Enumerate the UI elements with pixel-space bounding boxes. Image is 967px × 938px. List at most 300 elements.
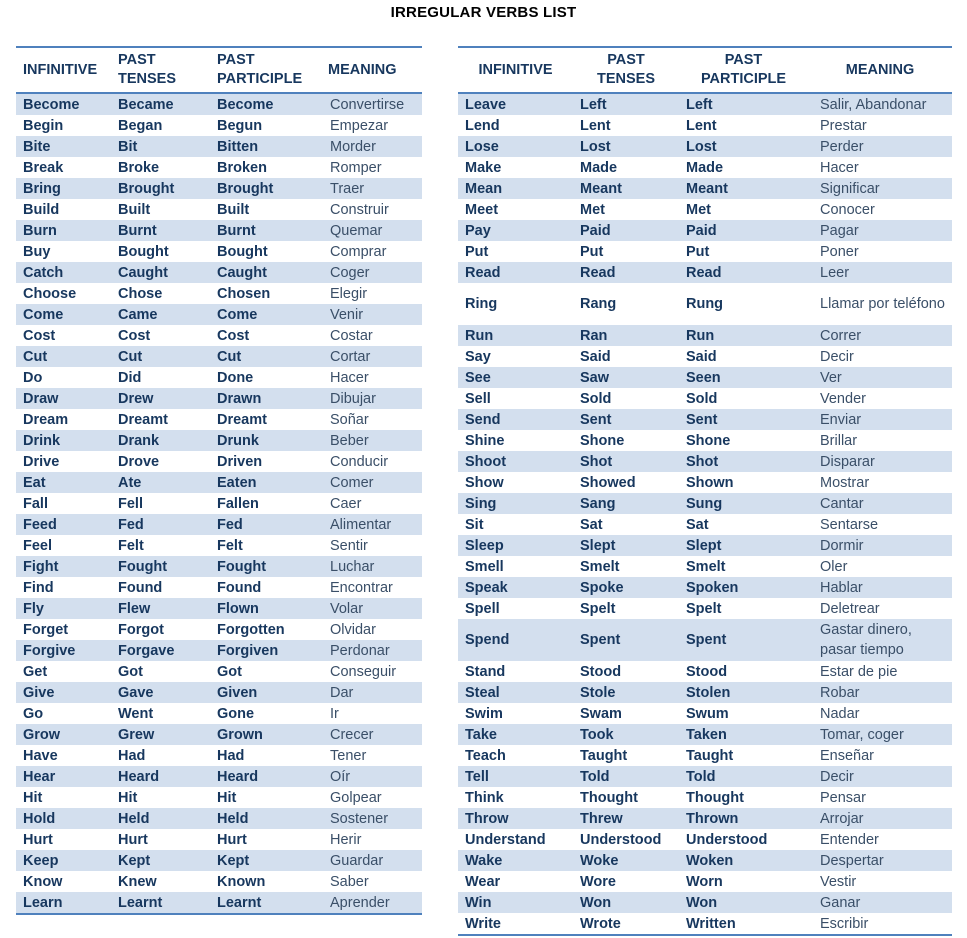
meaning-cell: Dormir [808,535,952,556]
table-row [458,766,952,787]
past-participle-cell: Drawn [210,388,318,409]
past-tense-cell: Forgave [111,640,210,661]
past-tense-cell: Ran [573,325,679,346]
table-row [458,514,952,535]
table-row [16,556,422,577]
table-row [458,724,952,745]
infinitive-cell: Lend [465,117,500,134]
table-row [458,472,952,493]
past-participle-cell: Dreamt [217,411,267,428]
meaning-cell: Poner [820,243,859,260]
infinitive-cell: Sing [458,493,573,514]
meaning-cell: Dibujar [318,388,422,409]
past-tense-cell: Forgot [118,621,164,638]
infinitive-cell: Win [458,892,573,913]
past-tense-cell: Stood [580,663,622,680]
past-participle-cell: Gone [217,705,255,722]
past-tense-cell: Lost [573,136,679,157]
meaning-cell: Cantar [808,493,952,514]
table-row [16,220,422,241]
meaning-cell: Elegir [330,285,368,302]
past-participle-cell: Told [679,766,808,787]
table-row [16,514,422,535]
table-row [458,115,952,136]
meaning-cell: Comprar [330,243,387,260]
meaning-cell: Traer [318,178,422,199]
infinitive-cell: Forgive [16,640,111,661]
infinitive-cell: Stand [465,663,506,680]
table-row [16,367,422,388]
table-row [16,199,422,220]
past-tense-cell: Paid [573,220,679,241]
past-tense-cell: Slept [573,535,679,556]
past-tense-cell: Threw [573,808,679,829]
infinitive-cell: Learn [16,892,111,914]
meaning-cell: Pagar [808,220,952,241]
table-row [16,346,422,367]
past-participle-cell: Understood [686,831,768,848]
past-participle-cell: Spoken [679,577,808,598]
past-tense-cell: Drank [111,430,210,451]
meaning-cell: Enseñar [820,747,875,764]
past-tense-cell: Caught [111,262,210,283]
meaning-cell: Decir [820,348,854,365]
infinitive-cell: Bring [16,178,111,199]
meaning-cell: Coger [318,262,422,283]
past-participle-cell: Sold [686,390,718,407]
past-tense-cell: Understood [580,831,662,848]
past-tense-cell: Grew [111,724,210,745]
infinitive-cell: Lose [458,136,573,157]
table-row [458,682,952,703]
meaning-cell: Prestar [820,117,867,134]
past-tense-cell: Heard [111,766,210,787]
table-row [16,724,422,745]
meaning-cell: Correr [808,325,952,346]
past-tense-cell: Came [111,304,210,325]
past-participle-cell: Forgiven [210,640,318,661]
meaning-cell: Crecer [318,724,422,745]
infinitive-cell: Spell [465,600,500,617]
infinitive-cell: Sleep [458,535,573,556]
past-participle-cell: Known [217,873,266,890]
past-tense-cell: Found [118,579,163,596]
infinitive-cell: Go [23,705,44,722]
past-tense-cell: Began [118,117,163,134]
meaning-cell: Encontrar [330,579,393,596]
table-row [458,451,952,472]
past-tense-cell: Swam [580,705,622,722]
infinitive-cell: Feed [16,514,111,535]
infinitive-cell: Break [23,159,64,176]
page-title: IRREGULAR VERBS LIST [390,4,577,21]
past-tense-cell: Hurt [118,831,148,848]
meaning-cell: Brillar [820,432,858,449]
past-tense-cell: Shot [573,451,679,472]
meaning-cell: Guardar [318,850,422,871]
infinitive-cell: Burn [16,220,111,241]
table-row [458,913,952,935]
meaning-cell: Deletrear [820,600,880,617]
past-participle-cell: Rung [686,296,724,312]
meaning-cell: Romper [330,159,382,176]
meaning-cell: Perdonar [318,640,422,661]
infinitive-cell: Speak [458,577,573,598]
table-row [458,493,952,514]
table-row [16,409,422,430]
infinitive-cell: Shoot [458,451,573,472]
past-tense-cell: Spent [573,619,679,661]
past-tense-cell: Wore [580,873,616,890]
table-row [16,304,422,325]
infinitive-cell: Spend [458,619,573,661]
past-participle-cell: Forgotten [217,621,285,638]
past-participle-cell: Said [686,348,717,365]
table-row [16,682,422,703]
infinitive-cell: Drink [16,430,111,451]
past-tense-cell: Felt [118,537,144,554]
infinitive-cell: Do [23,369,43,386]
table-row [16,493,422,514]
infinitive-cell: Run [458,325,573,346]
meaning-cell: Conducir [330,453,389,470]
table-row [458,367,952,388]
table-row [458,598,952,619]
infinitive-cell: Choose [23,285,77,302]
table-row [458,283,952,325]
meaning-cell: Saber [330,873,369,890]
meaning-cell: Gastar dinero, pasar tiempo [808,619,952,661]
past-tense-cell: Told [573,766,679,787]
infinitive-cell: Mean [458,178,573,199]
table-row [16,136,422,157]
meaning-cell: Soñar [330,411,369,428]
meaning-cell: Pensar [820,789,866,806]
header-infinitive: INFINITIVE [458,47,573,93]
meaning-cell: Sentarse [820,516,879,533]
table-row [16,451,422,472]
infinitive-cell: Say [465,348,491,365]
past-participle-cell: Begun [217,117,263,134]
meaning-cell: Llamar por teléfono [820,296,945,312]
past-participle-cell: Eaten [210,472,318,493]
meaning-cell: Convertirse [318,93,422,115]
table-row [458,661,952,682]
header-meaning: MEANING [318,47,422,93]
past-tense-cell: Dreamt [118,411,168,428]
past-participle-cell: Fought [210,556,318,577]
past-participle-cell: Swum [686,705,729,722]
past-tense-cell: Flew [111,598,210,619]
past-tense-cell: Read [573,262,679,283]
past-tense-cell: Sang [573,493,679,514]
meaning-cell: Olvidar [330,621,376,638]
table-row [16,745,422,766]
meaning-cell: Tener [330,747,367,764]
table-row [458,829,952,850]
table-row [458,850,952,871]
meaning-cell: Oler [820,558,848,575]
infinitive-cell: Cut [16,346,111,367]
past-participle-cell: Written [686,915,736,932]
past-participle-cell: Learnt [210,892,318,914]
meaning-cell: Costar [330,327,373,344]
table-row [16,283,422,304]
past-participle-cell: Cost [217,327,250,344]
past-participle-cell: Stolen [679,682,808,703]
past-participle-cell: Drunk [210,430,318,451]
table-row [458,871,952,892]
meaning-cell: Enviar [808,409,952,430]
table-row [16,115,422,136]
meaning-cell: Beber [318,430,422,451]
past-tense-cell: Took [573,724,679,745]
infinitive-cell: Drive [23,453,60,470]
table-row [16,93,422,115]
meaning-cell: Herir [330,831,362,848]
table-header-row [458,47,952,93]
infinitive-cell: Wear [465,873,501,890]
header-past-tenses: PAST TENSES [573,47,679,93]
infinitive-cell: Hold [16,808,111,829]
meaning-cell: Dar [318,682,422,703]
past-participle-cell: Taken [679,724,808,745]
table-row [16,262,422,283]
infinitive-cell: Catch [16,262,111,283]
past-participle-cell: Broken [217,159,267,176]
table-row [458,703,952,724]
meaning-cell: Sostener [318,808,422,829]
past-participle-cell: Shone [686,432,731,449]
meaning-cell: Hablar [808,577,952,598]
infinitive-cell: Eat [16,472,111,493]
table-row [458,346,952,367]
meaning-cell: Ganar [808,892,952,913]
past-tense-cell: Stole [573,682,679,703]
meaning-cell: Despertar [808,850,952,871]
infinitive-cell: Know [23,873,63,890]
past-tense-cell: Sold [580,390,612,407]
table-row [16,472,422,493]
past-tense-cell: Taught [580,747,628,764]
past-participle-cell: Chosen [217,285,271,302]
infinitive-cell: Grow [16,724,111,745]
infinitive-cell: Fight [16,556,111,577]
meaning-cell: Nadar [820,705,860,722]
table-row [16,850,422,871]
verbs-table-left-body [16,93,422,914]
meaning-cell: Leer [808,262,952,283]
past-participle-cell: Lent [686,117,717,134]
infinitive-cell: Read [458,262,573,283]
table-row [458,430,952,451]
infinitive-cell: Teach [465,747,506,764]
past-participle-cell: Bought [217,243,268,260]
past-participle-cell: Fallen [217,495,259,512]
past-tense-cell: Fought [111,556,210,577]
past-tense-cell: Broke [118,159,160,176]
infinitive-cell: Find [23,579,54,596]
past-participle-cell: Found [217,579,262,596]
table-row [458,556,952,577]
past-participle-cell: Worn [686,873,723,890]
infinitive-cell: Write [465,915,501,932]
infinitive-cell: Ring [465,296,498,312]
infinitive-cell: Leave [458,93,573,115]
table-row [458,388,952,409]
past-participle-cell: Put [686,243,710,260]
header-past-participle: PAST PARTICIPLE [210,47,318,93]
infinitive-cell: Dream [23,411,69,428]
past-tense-cell: Fed [111,514,210,535]
past-participle-cell: Won [679,892,808,913]
meaning-cell: Venir [318,304,422,325]
past-participle-cell: Fed [210,514,318,535]
meaning-cell: Aprender [318,892,422,914]
past-participle-cell: Got [217,663,242,680]
past-tense-cell: Met [580,201,605,218]
table-row [16,388,422,409]
past-participle-cell: Lost [679,136,808,157]
table-row [458,535,952,556]
past-tense-cell: Built [118,201,151,218]
infinitive-cell: Sell [465,390,491,407]
past-tense-cell: Smelt [580,558,620,575]
past-tense-cell: Spelt [580,600,616,617]
table-row [16,640,422,661]
meaning-cell: Cortar [318,346,422,367]
table-row [16,703,422,724]
table-row [16,430,422,451]
header-past-tenses: PAST TENSES [111,47,210,93]
past-tense-cell: Got [118,663,143,680]
infinitive-cell: Hear [16,766,111,787]
past-tense-cell: Fell [118,495,143,512]
meaning-cell: Conseguir [330,663,397,680]
past-participle-cell: Bitten [210,136,318,157]
past-participle-cell: Held [210,808,318,829]
meaning-cell: Entender [820,831,879,848]
past-participle-cell: Burnt [210,220,318,241]
past-participle-cell: Left [679,93,808,115]
infinitive-cell: Sit [465,516,484,533]
header-meaning: MEANING [808,47,952,93]
past-participle-cell: Hurt [217,831,247,848]
meaning-cell: Mostrar [820,474,870,491]
infinitive-cell: Hurt [23,831,53,848]
meaning-cell: Hacer [330,369,369,386]
table-row [16,892,422,914]
infinitive-cell: Pay [458,220,573,241]
meaning-cell: Alimentar [318,514,422,535]
past-participle-cell: Heard [210,766,318,787]
table-row [458,409,952,430]
past-participle-cell: Made [686,159,724,176]
infinitive-cell: Throw [458,808,573,829]
infinitive-cell: Fall [23,495,48,512]
verbs-table-right [458,46,952,936]
table-row [458,808,952,829]
meaning-cell: Significar [808,178,952,199]
meaning-cell: Caer [330,495,362,512]
past-participle-cell: Grown [210,724,318,745]
past-tense-cell: Held [111,808,210,829]
past-participle-cell: Kept [210,850,318,871]
meaning-cell: Estar de pie [820,663,898,680]
table-row [458,325,952,346]
past-participle-cell: Paid [679,220,808,241]
table-row [458,787,952,808]
meaning-cell: Decir [808,766,952,787]
past-tense-cell: Gave [111,682,210,703]
past-participle-cell: Cut [210,346,318,367]
past-tense-cell: Meant [573,178,679,199]
meaning-cell: Perder [808,136,952,157]
past-participle-cell: Sat [686,516,709,533]
past-tense-cell: Made [580,159,618,176]
infinitive-cell: Begin [23,117,64,134]
past-participle-cell: Woken [679,850,808,871]
past-tense-cell: Lent [580,117,611,134]
past-participle-cell: Meant [679,178,808,199]
past-tense-cell: Drew [111,388,210,409]
past-participle-cell: Hit [217,789,237,806]
past-participle-cell: Had [217,747,245,764]
infinitive-cell: Tell [458,766,573,787]
meaning-cell: Hacer [820,159,859,176]
header-past-participle: PAST PARTICIPLE [679,47,808,93]
past-tense-cell: Brought [111,178,210,199]
meaning-cell: Arrojar [808,808,952,829]
meaning-cell: Oír [318,766,422,787]
table-row [458,178,952,199]
past-tense-cell: Sat [580,516,603,533]
past-participle-cell: Driven [217,453,263,470]
past-participle-cell: Become [210,93,318,115]
past-tense-cell: Ate [111,472,210,493]
table-row [16,325,422,346]
table-row [16,661,422,682]
meaning-cell: Golpear [330,789,382,806]
table-row [16,157,422,178]
past-participle-cell: Sung [679,493,808,514]
meaning-cell: Ir [330,705,339,722]
past-participle-cell: Smelt [686,558,726,575]
past-participle-cell: Shown [686,474,734,491]
table-row [16,829,422,850]
past-participle-cell: Built [217,201,250,218]
past-participle-cell: Felt [217,537,243,554]
table-row [458,136,952,157]
infinitive-cell: Send [458,409,573,430]
infinitive-cell: Shine [465,432,505,449]
infinitive-cell: Bite [16,136,111,157]
past-tense-cell: Did [118,369,142,386]
past-tense-cell: Showed [580,474,636,491]
past-tense-cell: Went [118,705,154,722]
past-tense-cell: Put [580,243,604,260]
past-tense-cell: Kept [111,850,210,871]
past-tense-cell: Became [111,93,210,115]
infinitive-cell: Draw [16,388,111,409]
table-row [16,808,422,829]
infinitive-cell: Have [23,747,58,764]
meaning-cell: Ver [808,367,952,388]
past-participle-cell: Stood [686,663,728,680]
meaning-cell: Tomar, coger [808,724,952,745]
infinitive-cell: Swim [465,705,503,722]
past-participle-cell: Spelt [686,600,722,617]
